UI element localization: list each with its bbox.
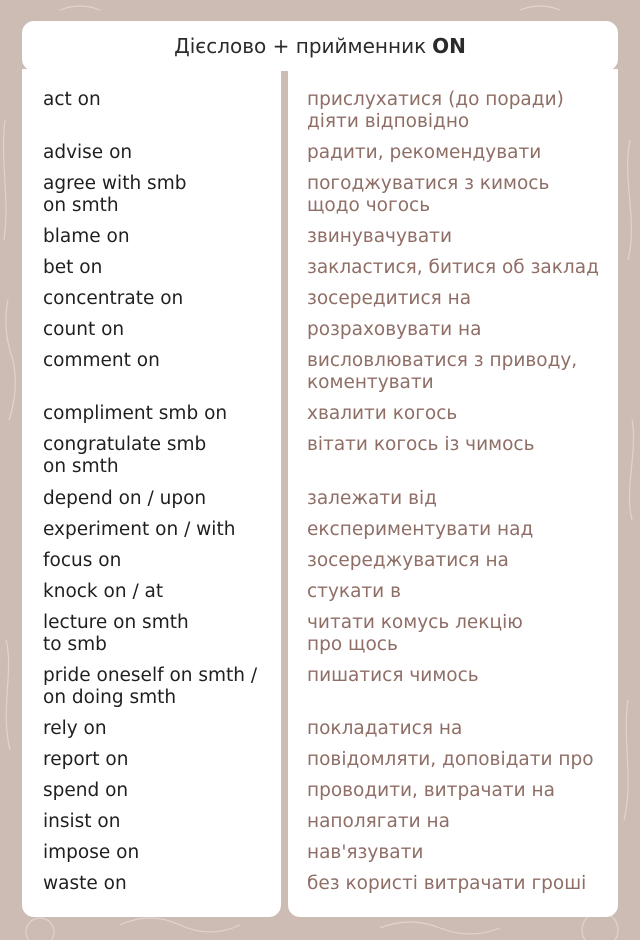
translation-entry-line: проводити, витрачати на <box>307 780 555 801</box>
verb-entry-line: congratulate smb <box>43 434 207 455</box>
translation-entry <box>307 842 423 864</box>
verb-entry-line: rely on <box>43 718 107 739</box>
verb-entry <box>43 842 139 864</box>
verb-entry-line: lecture on smth <box>43 612 189 633</box>
verb-entry-line: on smth <box>43 456 119 477</box>
verb-entry <box>43 488 206 510</box>
translation-entry <box>307 319 481 341</box>
translation-entry <box>307 488 437 510</box>
translation-entry-line: стукати в <box>307 581 401 602</box>
verb-entry <box>43 718 107 740</box>
verb-entry-line: bet on <box>43 257 103 278</box>
translation-entry-line: прислухатися (до поради) <box>307 89 564 110</box>
translation-entry <box>307 873 586 895</box>
verb-entry-line: impose on <box>43 842 140 863</box>
translation-entry-line: вітати когось із чимось <box>307 434 535 455</box>
verb-entry <box>43 288 183 310</box>
verb-entry <box>43 350 160 372</box>
verb-entry-line: count on <box>43 319 125 340</box>
translation-entry-line: коментувати <box>307 372 434 393</box>
translation-entry-line: погоджуватися з кимось <box>307 173 550 194</box>
verb-entry <box>43 89 101 111</box>
verb-entry <box>43 434 206 478</box>
translation-entry-line: читати комусь лекцію <box>307 612 523 633</box>
verb-entry-line: focus on <box>43 550 122 571</box>
translation-entry-line: експериментувати над <box>307 519 534 540</box>
translation-entry-line: нав'язувати <box>307 842 424 863</box>
verb-entry-line: knock on / at <box>43 581 164 602</box>
translation-entry-line: закластися, битися об заклад <box>307 257 599 278</box>
translation-entry <box>307 142 541 164</box>
verb-entry <box>43 581 163 603</box>
translation-entry-line: діяти відповідно <box>307 111 470 132</box>
translation-entry-line: повідомляти, доповідати про <box>307 749 594 770</box>
translation-entry <box>307 519 533 541</box>
verb-entry <box>43 226 130 248</box>
verb-entry-line: spend on <box>43 780 129 801</box>
translation-entry-line: зосередитися на <box>307 288 472 309</box>
verb-entry <box>43 665 257 709</box>
verb-entry-line: comment on <box>43 350 160 371</box>
translation-entry <box>307 89 564 133</box>
translation-entry <box>307 288 471 310</box>
translation-entry <box>307 550 509 572</box>
verb-entry <box>43 519 235 541</box>
title-text: Дієслово + прийменник <box>174 34 427 58</box>
translation-entry <box>307 665 479 687</box>
verb-entry-line: concentrate on <box>43 288 184 309</box>
translation-entry <box>307 749 594 771</box>
translation-entry-line: покладатися на <box>307 718 463 739</box>
verb-entry-line: agree with smb <box>43 173 187 194</box>
verb-entry-line: to smb <box>43 634 107 655</box>
verb-entry <box>43 403 227 425</box>
translation-entry-line: пишатися чимось <box>307 665 479 686</box>
verb-entry <box>43 811 120 833</box>
verb-entry <box>43 173 186 217</box>
translation-entry <box>307 350 577 394</box>
verb-entry <box>43 550 121 572</box>
translation-entry-line: радити, рекомендувати <box>307 142 542 163</box>
verb-entry <box>43 612 189 656</box>
verb-entry <box>43 873 127 895</box>
verb-entry-line: experiment on / with <box>43 519 236 540</box>
translation-entry-line: щодо чогось <box>307 195 431 216</box>
translation-column <box>288 69 618 917</box>
verb-entry <box>43 142 132 164</box>
translation-entry-line: наполягати на <box>307 811 450 832</box>
verb-entry-line: on smth <box>43 195 119 216</box>
verb-entry-line: compliment smb on <box>43 403 228 424</box>
title-card <box>22 21 618 71</box>
verb-entry <box>43 780 128 802</box>
verb-entry <box>43 319 124 341</box>
verb-entry-line: insist on <box>43 811 121 832</box>
translation-entry-line: залежати від <box>307 488 437 509</box>
verb-entry-line: depend on / upon <box>43 488 207 509</box>
verb-column <box>22 69 281 917</box>
translation-entry <box>307 581 401 603</box>
verb-entry-line: act on <box>43 89 101 110</box>
translation-entry-line: хвалити когось <box>307 403 458 424</box>
translation-entry-line: зосереджуватися на <box>307 550 509 571</box>
verb-entry-line: waste on <box>43 873 127 894</box>
translation-entry <box>307 718 462 740</box>
verb-entry-line: blame on <box>43 226 130 247</box>
verb-entry-line: advise on <box>43 142 133 163</box>
translation-entry-line: висловлюватися з приводу, <box>307 350 578 371</box>
translation-entry <box>307 173 549 217</box>
verb-entry <box>43 257 102 279</box>
translation-entry-line: без користі витрачати гроші <box>307 873 587 894</box>
translation-entry <box>307 434 534 456</box>
translation-entry <box>307 612 523 656</box>
translation-entry <box>307 403 457 425</box>
translation-entry <box>307 257 599 279</box>
verb-entry <box>43 749 128 771</box>
translation-entry <box>307 780 555 802</box>
translation-entry-line: про щось <box>307 634 398 655</box>
verb-entry-line: report on <box>43 749 129 770</box>
translation-entry-line: звинувачувати <box>307 226 452 247</box>
translation-entry <box>307 226 452 248</box>
verb-entry-line: on doing smth <box>43 687 177 708</box>
translation-entry-line: розраховувати на <box>307 319 482 340</box>
translation-entry <box>307 811 450 833</box>
title-emphasis: ON <box>432 34 466 58</box>
verb-entry-line: pride oneself on smth / <box>43 665 258 686</box>
